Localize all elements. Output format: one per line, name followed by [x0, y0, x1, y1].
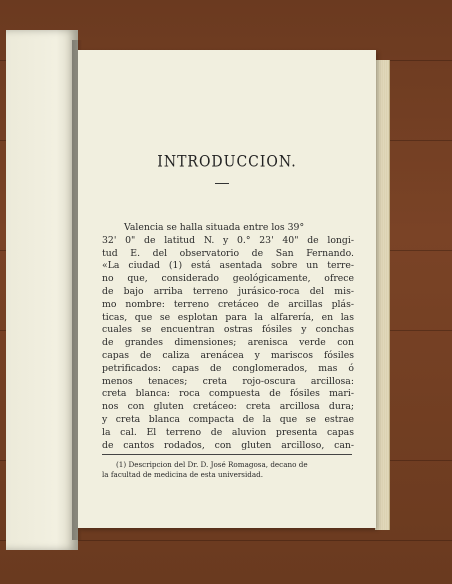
page-edges: [375, 60, 390, 530]
left-page: [6, 30, 78, 550]
text-line: cuales se encuentran ostras fósiles y conchas: [102, 324, 354, 336]
text-line: mo nombre: terreno cretáceo de arcillas plás-: [102, 298, 354, 310]
text-line: nos con gluten cretáceo: creta arcillosa dura;: [102, 401, 354, 413]
text-line: ticas, que se esplotan para la alfarería, en las: [102, 311, 354, 323]
text-line: «La ciudad (1) está asentada sobre un terre-: [102, 260, 354, 272]
right-page: [78, 50, 376, 528]
text-line: y creta blanca compacta de la que se estrae: [102, 413, 354, 425]
footnote-line: (1) Descripcion del Dr. D. José Romagosa, decano de: [116, 460, 308, 469]
text-line: la cal. El terreno de aluvion presenta capas: [102, 426, 354, 438]
text-line: Valencia se halla situada entre los 39°: [124, 222, 305, 233]
text-line: capas de caliza arenácea y mariscos fósiles: [102, 349, 354, 361]
text-line: no que, considerado geológicamente, ofrece: [102, 273, 354, 285]
text-line: creta blanca: roca compuesta de fósiles mari-: [102, 388, 354, 400]
footnote: [102, 460, 354, 479]
footnote-line: la facultad de medicina de esta universidad.: [102, 469, 264, 479]
text-line: menos tenaces; creta rojo-oscura arcillosa:: [102, 375, 354, 387]
text-line: tud E. del observatorio de San Fernando.: [102, 247, 354, 259]
text-line: de cantos rodados, con gluten arcilloso, can-: [102, 439, 354, 451]
text-line: petrificados: capas de conglomerados, mas ó: [102, 362, 354, 374]
footnote-rule: [102, 454, 352, 455]
chapter-heading: INTRODUCCION.: [157, 152, 297, 172]
heading-divider: [215, 183, 229, 184]
text-line: de grandes dimensiones; arenisca verde con: [102, 337, 354, 349]
text-line: 32' 0" de latitud N. y 0.° 23' 40" de longi-: [102, 234, 354, 246]
text-line: de bajo arriba terreno jurásico-roca del mis-: [102, 285, 354, 297]
body-text: [102, 222, 354, 452]
